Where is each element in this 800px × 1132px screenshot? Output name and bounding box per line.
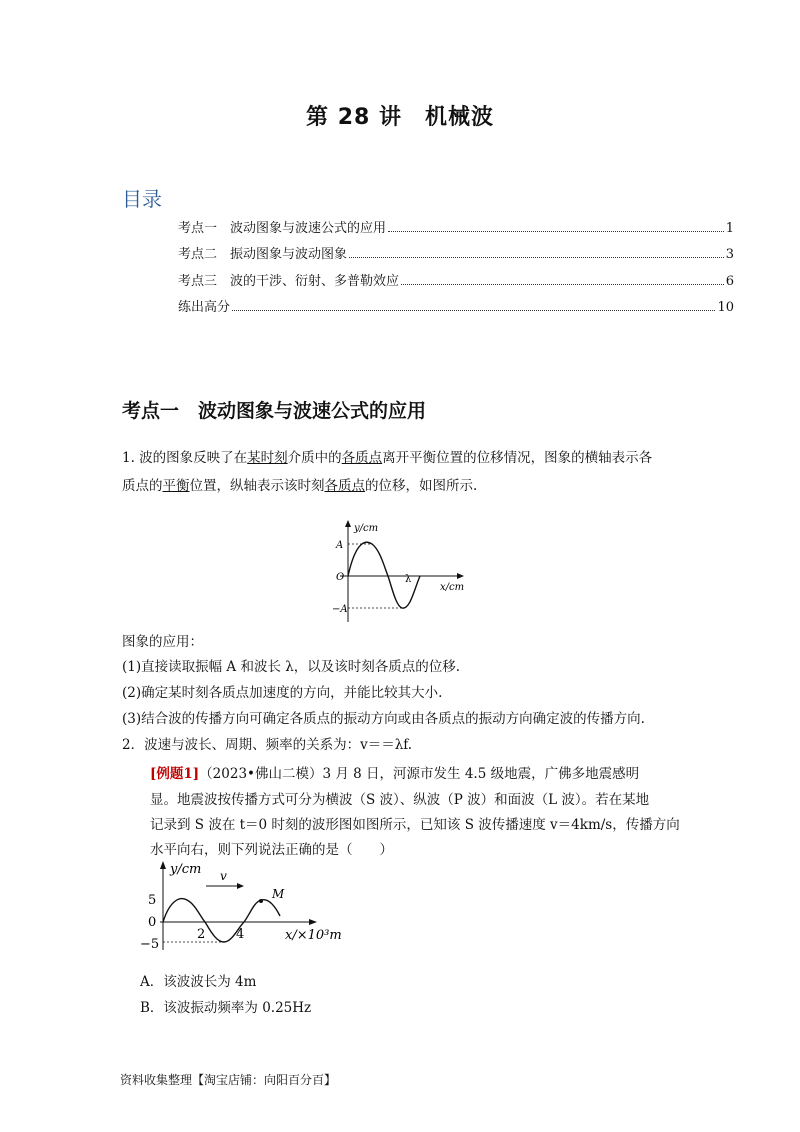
y-axis-label: y/cm [354,523,379,534]
toc-item-page: 6 [725,274,734,289]
paragraph-wave-image: 1. 波的图象反映了在某时刻介质中的各质点离开平衡位置的位移情况，图象的横轴表示各 质点的平衡位置，纵轴表示该时刻各质点的位移，如图所示. [122,450,653,494]
paragraph-wave-speed: 2．波速与波长、周期、频率的关系为：v＝＝λf. [122,737,413,753]
example-tag: [例题1] [150,766,200,782]
wave-curve [163,899,280,942]
tick-x-2: 2 [197,927,206,942]
example-line-2: 显。地震波按传播方式可分为横波（S 波）、纵波（P 波）和面波（L 波）。若在某地 [150,792,650,808]
velocity-label: v [220,869,227,883]
toc-item-page: 1 [725,221,734,236]
amplitude-label: A [336,540,344,551]
footer-note: 资料收集整理【淘宝店铺：向阳百分百】 [120,1073,337,1087]
toc-item-label: 考点一 波动图象与波速公式的应用 [178,221,387,236]
toc-item[interactable] [178,242,734,262]
wave-graph-figure [330,518,470,628]
neg-amplitude-label: −A [332,604,348,615]
origin-label: O [336,572,345,583]
app-heading: 图象的应用： [122,634,203,650]
toc-leader-dots [232,310,715,311]
toc-item[interactable] [178,216,734,236]
example-line-3: 记录到 S 波在 t＝0 时刻的波形图如图所示，已知该 S 波传播速度 v＝4km/s，传播方向 [150,817,680,833]
app-item-3: (3)结合波的传播方向可确定各质点的振动方向或由各质点的振动方向确定波的传播方向. [122,711,645,727]
y-axis-arrow [160,861,166,869]
point-m [259,899,263,903]
toc-item-label: 考点三 波的干涉、衍射、多普勒效应 [178,274,400,289]
example-line-4: 水平向右，则下列说法正确的是（ ） [150,842,393,858]
point-m-label: M [272,887,285,901]
toc-item[interactable] [178,295,734,315]
option-a[interactable]: A．该波波长为 4m [140,974,257,990]
y-axis-label: y/cm [170,862,202,877]
tick-x-4: 4 [236,927,245,942]
x-axis-arrow [457,573,464,579]
s-wave-figure [140,858,370,953]
toc-item-page: 3 [725,247,734,262]
page-title: 第 28 讲 机械波 [306,105,494,130]
toc-heading: 目录 [122,187,162,211]
y-axis-arrow [345,520,351,527]
x-axis-arrow [309,919,317,925]
toc-leader-dots [401,284,724,285]
toc-item-label: 练出高分 [178,300,231,315]
toc-item-page: 10 [717,300,734,315]
option-b[interactable]: B．该波振动频率为 0.25Hz [140,1000,312,1016]
app-item-2: (2)确定某时刻各质点加速度的方向，并能比较其大小. [122,685,443,701]
x-axis-label: x/×10³m [285,928,342,943]
wavelength-label: λ [405,574,412,585]
toc-item-label: 考点二 振动图象与波动图象 [178,247,348,262]
toc-leader-dots [388,231,724,232]
toc-leader-dots [349,257,724,258]
section-heading: 考点一 波动图象与波速公式的应用 [122,400,427,422]
app-item-1: (1)直接读取振幅 A 和波长 λ，以及该时刻各质点的位移. [122,659,461,675]
example-question: [例题1]（2023•佛山二模）3 月 8 日，河源市发生 4.5 级地震，广佛多地震感明 [150,766,640,782]
velocity-arrow-head [237,883,244,889]
tick-neg5: −5 [140,937,160,952]
tick-0: 0 [148,915,157,930]
tick-5: 5 [148,893,157,908]
toc-item[interactable] [178,269,734,289]
x-axis-label: x/cm [440,582,465,593]
